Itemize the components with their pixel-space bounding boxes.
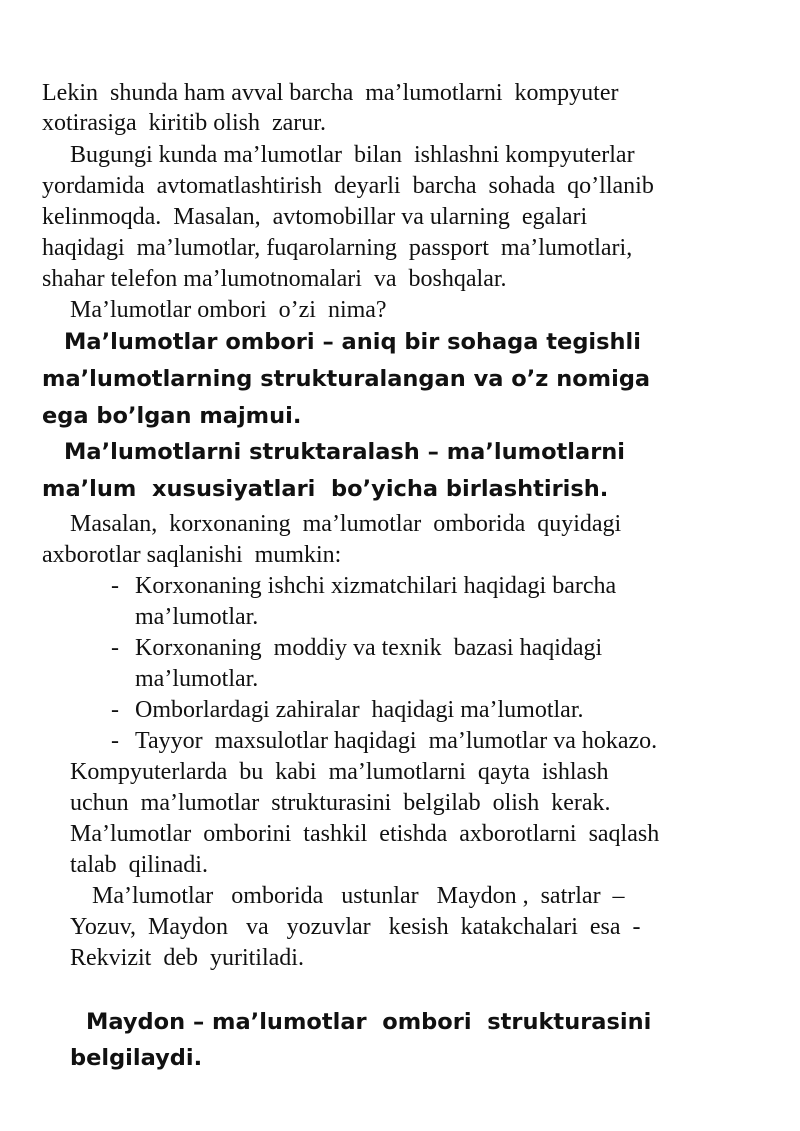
list-item-text-cont: ma’lumotlar. — [135, 604, 259, 630]
intro-line-2: xotirasiga kiritib olish zarur. — [42, 110, 326, 136]
intro-line-7: shahar telefon ma’lumotnomalari va boshqalar. — [42, 266, 507, 292]
example-line-2: axborotlar saqlanishi mumkin: — [42, 542, 342, 568]
intro-line-6: haqidagi ma’lumotlar, fuqarolarning passport ma’lumotlari, — [42, 235, 633, 261]
processing-line-3: Ma’lumotlar omborini tashkil etishda axborotlarni saqlash — [70, 821, 660, 847]
list-bullet: - — [111, 573, 119, 599]
list-item-text-cont: ma’lumotlar. — [135, 666, 259, 692]
example-line-1: Masalan, korxonaning ma’lumotlar omborida quyidagi — [70, 511, 622, 537]
processing-line-2: uchun ma’lumotlar strukturasini belgilab olish kerak. — [70, 790, 611, 816]
terms-line-3: Rekvizit deb yuritiladi. — [70, 945, 304, 971]
list-bullet: - — [111, 697, 119, 723]
definition-ombori-line-2: ma’lumotlarning strukturalangan va o’z nomiga — [42, 366, 651, 392]
list-item-text: Tayyor maxsulotlar haqidagi ma’lumotlar va hokazo. — [135, 728, 658, 754]
list-bullet: - — [111, 728, 119, 754]
intro-line-4: yordamida avtomatlashtirish deyarli barcha sohada qo’llanib — [42, 173, 654, 199]
definition-maydon-line-1: Maydon – ma’lumotlar ombori strukturasini — [86, 1009, 652, 1035]
definition-ombori-line-1: Ma’lumotlar ombori – aniq bir sohaga tegishli — [64, 329, 641, 355]
question-line: Ma’lumotlar ombori o’zi nima? — [70, 297, 387, 323]
list-item-text: Korxonaning moddiy va texnik bazasi haqidagi — [135, 635, 603, 661]
intro-line-5: kelinmoqda. Masalan, avtomobillar va ularning egalari — [42, 204, 588, 230]
list-item-text: Korxonaning ishchi xizmatchilari haqidagi barcha — [135, 573, 617, 599]
processing-line-1: Kompyuterlarda bu kabi ma’lumotlarni qayta ishlash — [70, 759, 609, 785]
intro-line-3: Bugungi kunda ma’lumotlar bilan ishlashni kompyuterlar — [70, 142, 635, 168]
definition-ombori-line-3: ega bo’lgan majmui. — [42, 403, 302, 429]
processing-line-4: talab qilinadi. — [70, 852, 208, 878]
definition-struktura-line-2: ma’lum xususiyatlari bo’yicha birlashtirish. — [42, 476, 609, 502]
definition-maydon-line-2: belgilaydi. — [70, 1045, 203, 1071]
list-bullet: - — [111, 635, 119, 661]
terms-line-1: Ma’lumotlar omborida ustunlar Maydon , satrlar – — [92, 883, 625, 909]
definition-struktura-line-1: Ma’lumotlarni struktaralash – ma’lumotlarni — [64, 439, 626, 465]
intro-line-1: Lekin shunda ham avval barcha ma’lumotlarni kompyuter — [42, 80, 619, 106]
list-item-text: Omborlardagi zahiralar haqidagi ma’lumotlar. — [135, 697, 584, 723]
terms-line-2: Yozuv, Maydon va yozuvlar kesish katakchalari esa - — [70, 914, 641, 940]
